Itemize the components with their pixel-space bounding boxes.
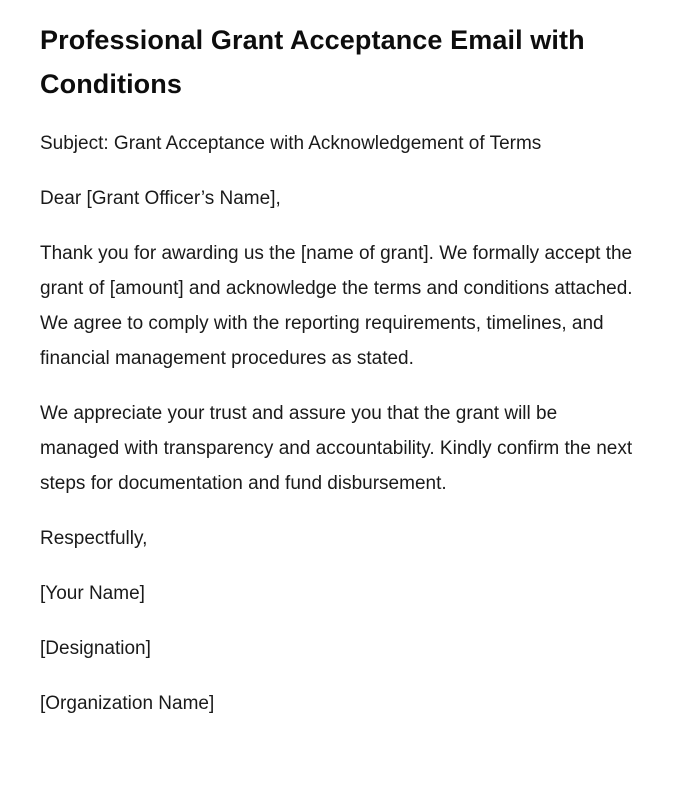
- email-body-paragraph: Thank you for awarding us the [name of grant]. We formally accept the grant of [amount] and acknowledge the terms and conditions attached. We agree to comply with the reporting requirements, timelines, and financial management procedures as stated.: [40, 243, 633, 369]
- signature-name: [Your Name]: [40, 583, 145, 604]
- email-salutation: Dear [Grant Officer’s Name],: [40, 188, 281, 209]
- email-body-paragraph: We appreciate your trust and assure you that the grant will be managed with transparency and accountability. Kindly confirm the next steps for documentation and fund disbursement.: [40, 403, 633, 494]
- signature-organization: [Organization Name]: [40, 693, 215, 714]
- email-closing: Respectfully,: [40, 528, 148, 549]
- page-title: Professional Grant Acceptance Email with Conditions: [40, 25, 585, 99]
- signature-designation: [Designation]: [40, 638, 151, 659]
- email-subject-line: Subject: Grant Acceptance with Acknowledgement of Terms: [40, 133, 542, 154]
